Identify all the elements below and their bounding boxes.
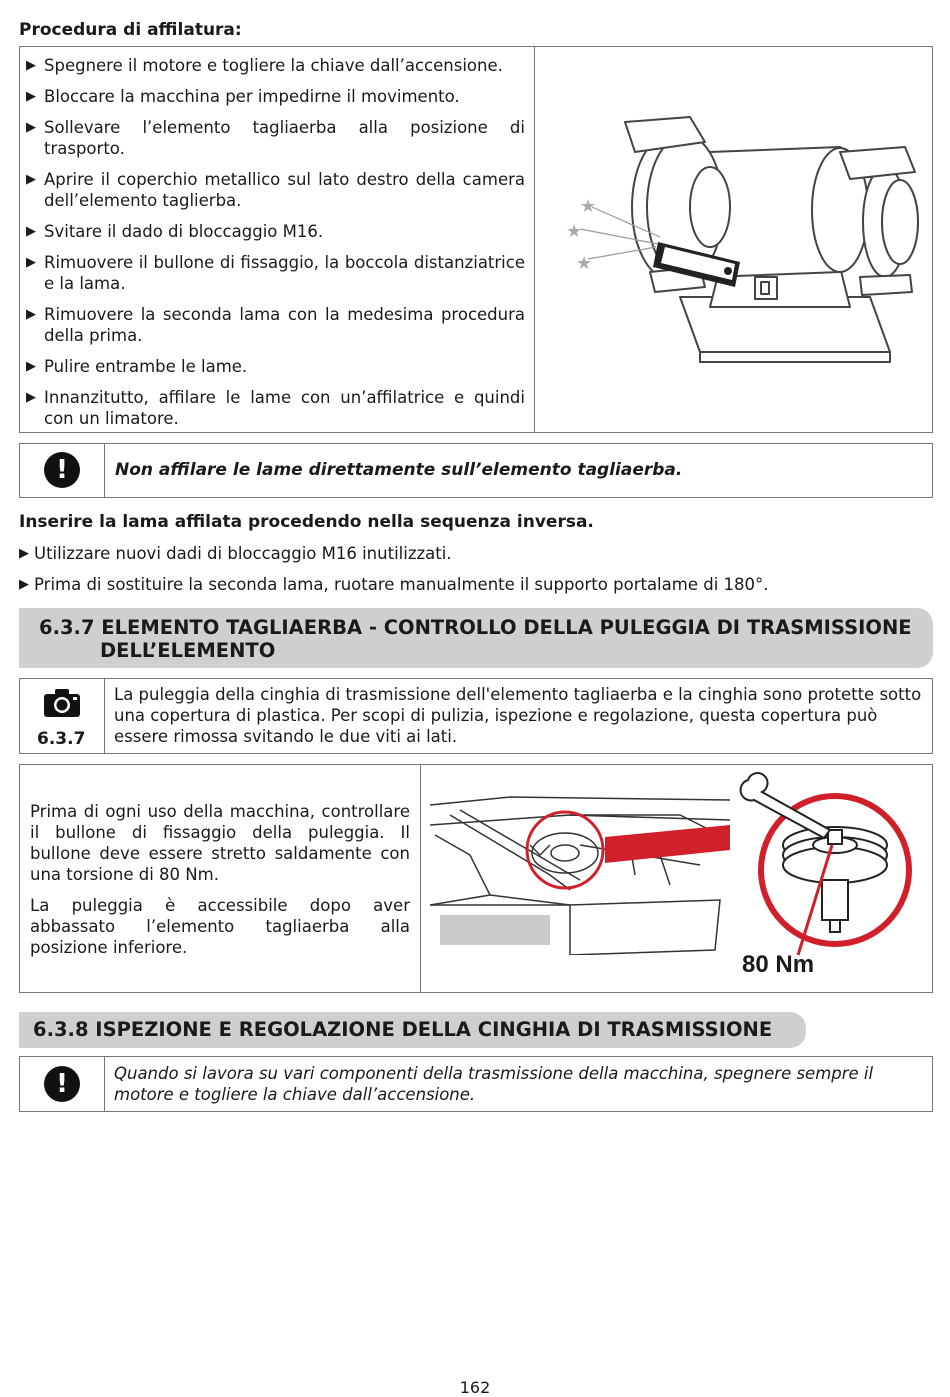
- procedure-step-text: Innanzitutto, affilare le lame con un’affilatrice e quindi con un limatore.: [44, 388, 525, 428]
- page-number: 162: [459, 1378, 491, 1397]
- photo-reference-box: [19, 678, 933, 754]
- svg-text:★: ★: [566, 221, 583, 242]
- section-637-title-line2: DELL’ELEMENTO: [100, 639, 276, 662]
- procedure-step-text: Aprire il coperchio metallico sul lato destro della camera dell’elemento taglierba.: [44, 170, 525, 210]
- section-637-header: [19, 608, 933, 668]
- procedure-box: [19, 46, 933, 433]
- section-637-description: La puleggia della cinghia di trasmissione dell'elemento tagliaerba e la cinghia sono protette sotto una copertura di plastica. Per scopi di pulizia, ispezione e regolazione, questa copertura può essere rimossa svitando le due viti ai lati.: [114, 685, 922, 746]
- procedure-step-text: Sollevare l’elemento tagliaerba alla posizione di trasporto.: [44, 118, 525, 158]
- divider: [420, 765, 421, 992]
- svg-text:★: ★: [580, 196, 597, 217]
- reinsert-heading: Inserire la lama affilata procedendo nella sequenza inversa.: [19, 512, 594, 532]
- pulley-para2: La puleggia è accessibile dopo aver abbassato l’elemento tagliaerba alla posizione inferiore.: [30, 896, 410, 957]
- procedure-step: [20, 55, 525, 76]
- bullet-arrow-icon: ▶: [26, 359, 36, 374]
- procedure-step: [20, 387, 525, 429]
- bullet-arrow-icon: ▶: [26, 172, 36, 187]
- procedure-step: [20, 169, 525, 211]
- warning-2-text: Quando si lavora su vari componenti della trasmissione della macchina, spegnere sempre il motore e togliere la chiave dall’accensione.: [114, 1064, 874, 1104]
- procedure-step-text: Rimuovere la seconda lama con la medesima procedura della prima.: [44, 305, 525, 345]
- procedure-step-text: Rimuovere il bullone di fissaggio, la boccola distanziatrice e la lama.: [44, 253, 525, 293]
- svg-text:★: ★: [576, 253, 593, 274]
- reinsert-list: [19, 543, 924, 605]
- warning-box: [19, 443, 933, 498]
- mower-deck-photo: [430, 795, 730, 955]
- procedure-step: [20, 304, 525, 346]
- procedure-step: [20, 221, 525, 242]
- divider: [534, 47, 535, 432]
- bullet-arrow-icon: ▶: [26, 307, 36, 322]
- procedure-step: [20, 86, 525, 107]
- warning-box-2: [19, 1056, 933, 1112]
- procedure-step-text: Bloccare la macchina per impedirne il movimento.: [44, 87, 460, 106]
- section-637-title-line1: 6.3.7 ELEMENTO TAGLIAERBA - CONTROLLO DELLA PULEGGIA DI TRASMISSIONE: [39, 616, 912, 639]
- bullet-arrow-icon: ▶: [26, 390, 36, 405]
- bullet-arrow-icon: ▶: [26, 89, 36, 104]
- procedure-step-text: Svitare il dado di bloccaggio M16.: [44, 222, 324, 241]
- divider: [104, 679, 105, 753]
- procedure-step: [20, 117, 525, 159]
- reinsert-item-text: Utilizzare nuovi dadi di bloccaggio M16 inutilizzati.: [34, 544, 452, 563]
- reinsert-item-text: Prima di sostituire la seconda lama, ruotare manualmente il supporto portalame di 180°.: [34, 575, 769, 594]
- pulley-para1: Prima di ogni uso della macchina, controllare il bullone di fissaggio della puleggia. Il bullone deve essere stretto saldamente con una torsione di 80 Nm.: [30, 802, 410, 884]
- procedure-step: [20, 252, 525, 294]
- bullet-arrow-icon: ▶: [26, 58, 36, 73]
- exclamation-icon: !: [44, 452, 80, 488]
- divider: [104, 444, 105, 497]
- procedure-step-text: Pulire entrambe le lame.: [44, 357, 248, 376]
- section-638-header: [19, 1012, 806, 1048]
- warning-text: Non affilare le lame direttamente sull’elemento tagliaerba.: [115, 460, 683, 480]
- exclamation-icon: !: [44, 1066, 80, 1102]
- reinsert-item: [19, 543, 924, 564]
- section-638-title: 6.3.8 ISPEZIONE E REGOLAZIONE DELLA CINGHIA DI TRASMISSIONE: [33, 1018, 773, 1041]
- camera-icon: [42, 687, 82, 719]
- bullet-arrow-icon: ▶: [19, 577, 29, 592]
- torque-label: 80 Nm: [742, 951, 815, 978]
- bench-grinder-illustration: [540, 107, 925, 407]
- bullet-arrow-icon: ▶: [26, 120, 36, 135]
- procedure-step-text: Spegnere il motore e togliere la chiave dall’accensione.: [44, 56, 503, 75]
- divider: [104, 1057, 105, 1111]
- procedure-heading: Procedura di affilatura:: [19, 20, 242, 40]
- photo-ref-number: 6.3.7: [37, 729, 86, 749]
- reinsert-item: [19, 574, 924, 595]
- procedure-steps: [20, 55, 525, 439]
- bullet-arrow-icon: ▶: [26, 224, 36, 239]
- bullet-arrow-icon: ▶: [26, 255, 36, 270]
- procedure-step: [20, 356, 525, 377]
- pulley-check-box: [19, 764, 933, 993]
- bullet-arrow-icon: ▶: [19, 546, 29, 561]
